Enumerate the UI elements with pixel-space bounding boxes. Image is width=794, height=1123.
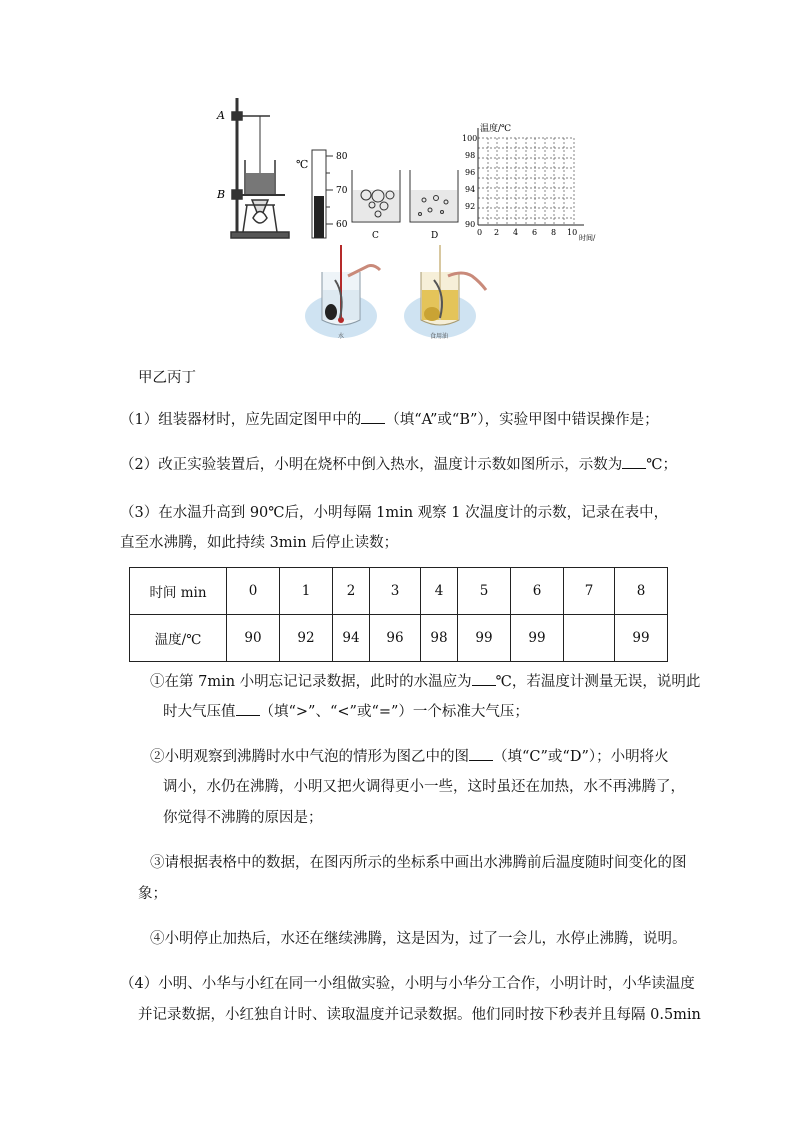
subquestion-1-line2 [163, 702, 723, 722]
subquestion-2-line1 [150, 747, 710, 767]
graph-xtick-6: 6 [532, 228, 538, 237]
apparatus-stand [231, 98, 289, 238]
s1-text-b: ℃，若温度计测量无误，说明此 [495, 674, 701, 690]
table-cell: 94 [333, 615, 370, 662]
table-cell-empty[interactable] [564, 615, 615, 662]
q1-answer-blank[interactable] [361, 410, 385, 424]
table-cell: 99 [458, 615, 511, 662]
figure-caption: 甲乙丙丁 [138, 370, 196, 386]
s1-answer-blank-temp[interactable] [472, 672, 496, 686]
table-row-time [130, 568, 668, 615]
photo-left-label: 水 [338, 333, 345, 340]
question-4-line1: （4）小明、小华与小红在同一小组做实验，小明与小华分工合作，小明计时，小华读温度 [120, 976, 695, 992]
graph-xtick-4: 4 [513, 228, 519, 237]
table-row-label: 时间 min [130, 568, 227, 615]
table-cell: 96 [370, 615, 421, 662]
table-cell: 90 [227, 615, 280, 662]
q2-text: （2）改正实验装置后，小明在烧杯中倒入热水，温度计示数如图所示，示数为 [120, 457, 623, 473]
s1-text-a: ①在第 7min 小明忘记记录数据，此时的水温应为 [150, 674, 472, 690]
q1-text: （1）组装器材时，应先固定图甲中的 [120, 412, 362, 428]
q2-text-b: ℃； [646, 457, 677, 473]
s2-text-a: ②小明观察到沸腾时水中气泡的情形为图乙中的图 [150, 749, 469, 765]
table-row-label: 温度/℃ [130, 615, 227, 662]
q1-text-b: （填“A”或“B”），实验甲图中错误操作是； [385, 412, 659, 428]
q2-answer-blank[interactable] [622, 455, 646, 469]
table-cell: 7 [564, 568, 615, 615]
graph-ytick-96: 96 [465, 168, 476, 177]
thermo-tick-60: 60 [336, 220, 348, 230]
table-cell: 6 [511, 568, 564, 615]
graph-ytick-94: 94 [465, 185, 476, 194]
graph-ylabel: 温度/℃ [480, 124, 512, 134]
subquestion-2-line2: 调小，水仍在沸腾，小明又把火调得更小一些，这时虽还在加热，水不再沸腾了， [163, 779, 685, 795]
graph-xtick-0: 0 [477, 228, 483, 237]
subquestion-3-line1: ③请根据表格中的数据，在图丙所示的坐标系中画出水沸腾前后温度随时间变化的图 [150, 855, 687, 871]
subquestion-1-line1 [150, 672, 710, 692]
label-A: A [217, 109, 225, 122]
graph-grid [478, 138, 574, 225]
graph-ytick-92: 92 [465, 202, 476, 211]
graph-axes [478, 128, 584, 225]
beaker-c [352, 170, 400, 222]
question-4-line2: 并记录数据，小红独自计时、读取温度并记录数据。他们同时按下秒表并且每隔 0.5min [138, 1007, 701, 1023]
figure-area [0, 0, 794, 350]
beaker-d-label: D [431, 231, 439, 241]
photo-oil-beaker [404, 245, 486, 338]
label-B: B [217, 188, 226, 201]
s1-answer-blank-pressure[interactable] [236, 702, 260, 716]
table-cell: 4 [421, 568, 458, 615]
s1-text-d: （填“>”、“<”或“=”）一个标准大气压； [259, 704, 529, 720]
table-cell: 0 [227, 568, 280, 615]
s2-answer-blank[interactable] [469, 747, 493, 761]
beaker-c-label: C [372, 231, 379, 241]
graph-xtick-10: 10 [567, 228, 578, 237]
s2-text-b: （填“C”或“D”）；小明将火 [493, 749, 669, 765]
table-cell: 99 [615, 615, 668, 662]
photo-right-label: 食用油 [430, 333, 449, 340]
table-cell: 5 [458, 568, 511, 615]
subquestion-4: ④小明停止加热后，水还在继续沸腾，这是因为，过了一会儿，水停止沸腾，说明。 [150, 931, 687, 947]
table-cell: 99 [511, 615, 564, 662]
table-cell: 3 [370, 568, 421, 615]
table-cell: 92 [280, 615, 333, 662]
table-cell: 1 [280, 568, 333, 615]
graph-xtick-8: 8 [551, 228, 557, 237]
table-cell: 8 [615, 568, 668, 615]
graph-ytick-98: 98 [465, 151, 476, 160]
thermo-tick-80: 80 [336, 152, 348, 162]
data-table [129, 567, 668, 662]
graph-ytick-90: 90 [465, 220, 476, 229]
question-1 [120, 410, 680, 430]
table-cell: 2 [333, 568, 370, 615]
graph-ytick-100: 100 [462, 134, 478, 143]
question-3: （3）在水温升高到 90℃后，小明每隔 1min 观察 1 次温度计的示数，记录在表中，直至水沸腾，如此持续 3min 后停止读数； [120, 505, 669, 551]
photo-water-beaker [305, 245, 380, 338]
graph-xunit: 时间/ [579, 234, 596, 242]
graph-xtick-2: 2 [494, 228, 500, 237]
subquestion-3-line2: 象； [138, 886, 167, 902]
table-cell: 98 [421, 615, 458, 662]
question-2 [120, 455, 680, 475]
thermo-tick-70: 70 [336, 186, 348, 196]
beaker-d [410, 170, 458, 222]
subquestion-2-line3: 你觉得不沸腾的原因是； [163, 810, 323, 826]
table-row-temp [130, 615, 668, 662]
s1-text-c: 时大气压值 [163, 704, 236, 720]
thermometer-unit: ℃ [296, 158, 309, 171]
thermometer [312, 150, 333, 238]
